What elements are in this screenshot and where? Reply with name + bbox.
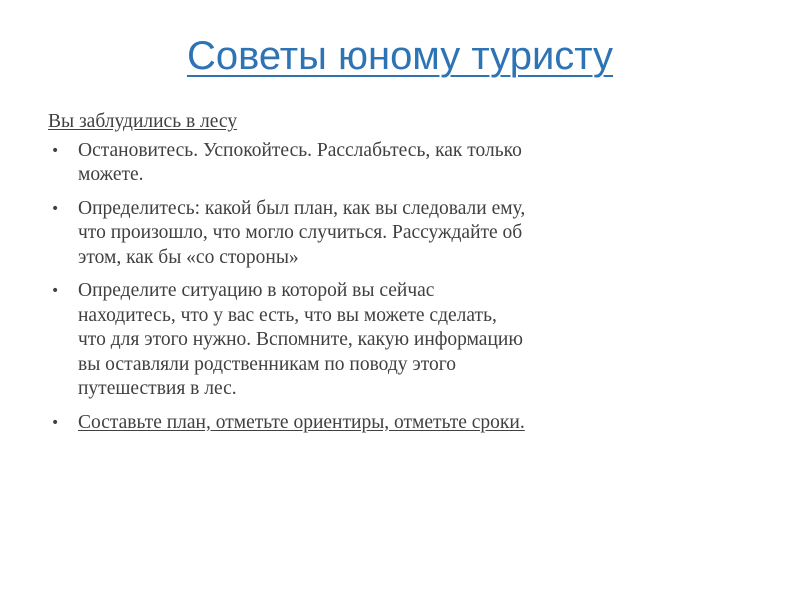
list-item <box>48 139 528 188</box>
bullet-icon: • <box>51 200 60 217</box>
bullet-icon: • <box>51 283 60 299</box>
bullet-icon: • <box>51 414 60 431</box>
tip-text: Составьте план, отметьте ориентиры, отметьте сроки. <box>78 411 525 433</box>
tips-list <box>48 139 528 436</box>
list-item <box>48 197 528 271</box>
slide-title: Советы юному туристу <box>186 34 614 78</box>
subheading: Вы заблудились в лесу <box>48 111 238 132</box>
tip-text: Определитесь: какой был план, как вы следовали ему, что произошло, что могло случиться. Рассуждайте об этом, как бы «со стороны» <box>78 197 526 268</box>
tip-text: Определите ситуацию в которой вы сейчас находитесь, что у вас есть, что вы можете сделать, что для этого нужно. Вспомните, какую информацию вы оставляли родственникам по поводу этого путешествия в лес. <box>78 280 523 399</box>
bullet-icon: • <box>51 142 60 159</box>
slide-content <box>48 110 528 444</box>
list-item <box>48 411 528 436</box>
list-item <box>48 279 528 402</box>
tip-text: Остановитесь. Успокойтесь. Расслабьтесь, как только можете. <box>78 139 522 185</box>
